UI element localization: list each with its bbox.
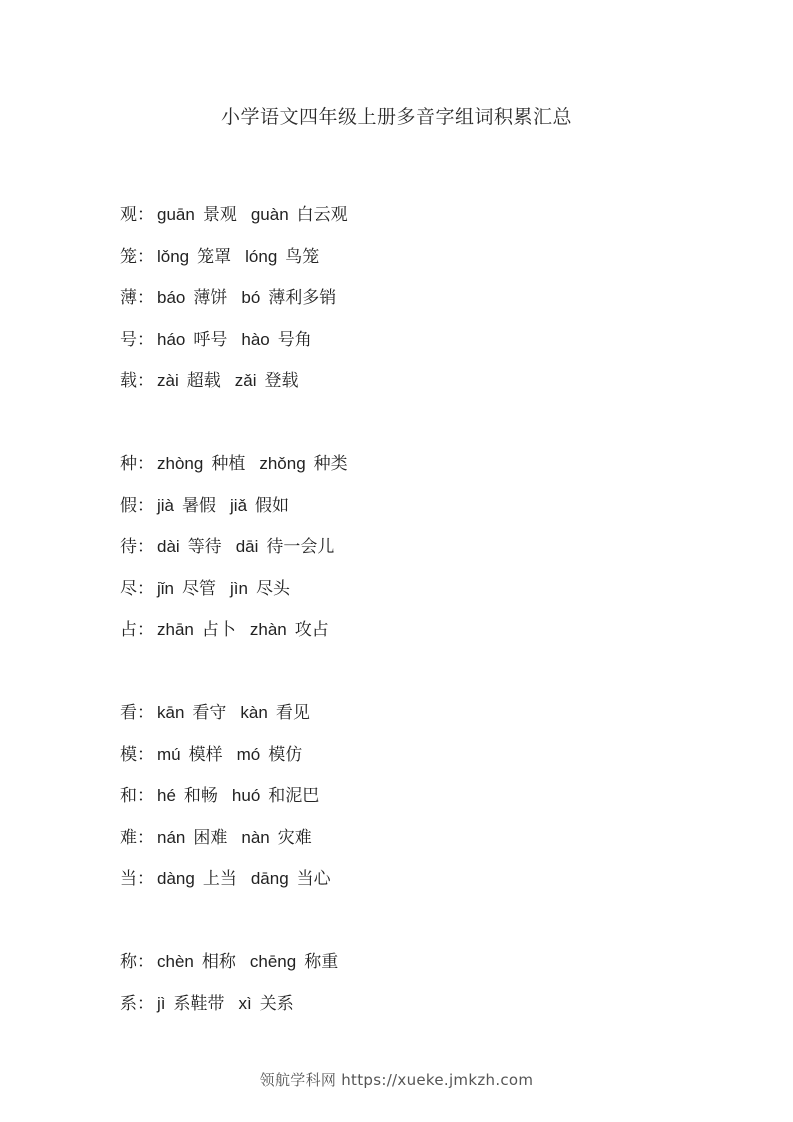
polyphone-character: 系 xyxy=(120,993,137,1014)
separator: ： xyxy=(137,246,154,267)
entry-group xyxy=(120,948,348,1031)
example-word: 待一会儿 xyxy=(266,537,335,558)
separator: ： xyxy=(137,329,154,350)
polyphone-entry xyxy=(120,782,348,824)
polyphone-character: 模 xyxy=(120,744,137,765)
pinyin-reading: dāng xyxy=(250,869,289,889)
pinyin-reading: zhān xyxy=(157,620,194,640)
example-word: 种类 xyxy=(313,453,348,474)
separator: ： xyxy=(137,453,154,474)
example-word: 攻占 xyxy=(294,620,329,641)
example-word: 系鞋带 xyxy=(173,993,225,1014)
polyphone-character: 难 xyxy=(120,827,137,848)
example-word: 白云观 xyxy=(296,205,348,225)
separator: ： xyxy=(137,951,154,972)
example-word: 薄饼 xyxy=(193,288,228,309)
example-word: 关系 xyxy=(259,993,294,1014)
separator: ： xyxy=(137,744,154,765)
pinyin-reading: dāi xyxy=(235,537,259,557)
footer-watermark: 领航学科网 https://xueke.jmkzh.com xyxy=(259,1071,534,1089)
example-word: 和畅 xyxy=(183,786,218,807)
example-word: 相称 xyxy=(201,951,236,972)
pinyin-reading: kān xyxy=(157,702,185,722)
example-word: 上当 xyxy=(202,869,237,890)
polyphone-entry xyxy=(120,284,348,326)
pinyin-reading: mó xyxy=(236,744,261,764)
pinyin-reading: dàng xyxy=(157,869,195,889)
pinyin-reading: hào xyxy=(241,329,270,349)
polyphone-entry xyxy=(120,201,348,243)
pinyin-reading: zhòng xyxy=(157,453,204,473)
pinyin-reading: mú xyxy=(157,744,181,764)
polyphone-character: 当 xyxy=(120,869,137,890)
polyphone-character: 称 xyxy=(120,951,137,972)
separator: ： xyxy=(137,578,154,599)
example-word: 称重 xyxy=(304,951,339,972)
pinyin-reading: guàn xyxy=(250,205,289,224)
pinyin-reading: zǎi xyxy=(234,371,257,391)
polyphone-entry xyxy=(120,326,348,368)
example-word: 假如 xyxy=(255,495,290,516)
separator: ： xyxy=(137,869,154,890)
pinyin-reading: chēng xyxy=(249,951,297,971)
separator: ： xyxy=(137,288,154,309)
polyphone-entry xyxy=(120,824,348,866)
example-word: 薄利多销 xyxy=(268,288,337,309)
polyphone-character: 和 xyxy=(120,786,137,807)
page-title: 小学语文四年级上册多音字组词积累汇总 xyxy=(220,106,572,128)
example-word: 尽头 xyxy=(255,578,290,599)
pinyin-reading: guān xyxy=(157,205,195,224)
example-word: 呼号 xyxy=(193,329,228,350)
example-word: 灾难 xyxy=(277,827,312,848)
pinyin-reading: zhǒng xyxy=(259,453,306,473)
pinyin-reading: chèn xyxy=(157,951,194,971)
pinyin-reading: lóng xyxy=(245,246,278,266)
polyphone-character: 号 xyxy=(120,329,137,350)
example-word: 尽管 xyxy=(182,578,217,599)
example-word: 模样 xyxy=(188,744,223,765)
polyphone-entry xyxy=(120,990,348,1032)
separator: ： xyxy=(137,371,154,392)
example-word: 登载 xyxy=(264,371,299,392)
example-word: 困难 xyxy=(193,827,228,848)
polyphone-character: 看 xyxy=(120,702,137,723)
example-word: 当心 xyxy=(296,869,331,890)
example-word: 号角 xyxy=(277,329,312,350)
example-word: 占卜 xyxy=(201,620,236,641)
pinyin-reading: nàn xyxy=(241,827,270,847)
example-word: 暑假 xyxy=(182,495,217,516)
pinyin-reading: hé xyxy=(157,786,176,806)
pinyin-reading: jià xyxy=(157,495,175,515)
pinyin-reading: jì xyxy=(157,993,166,1013)
polyphone-entry xyxy=(120,575,348,617)
separator: ： xyxy=(137,786,154,807)
pinyin-reading: jǐn xyxy=(157,578,175,598)
polyphone-entry xyxy=(120,450,348,492)
separator: ： xyxy=(137,205,154,225)
pinyin-reading: nán xyxy=(157,827,186,847)
polyphone-character: 尽 xyxy=(120,578,137,599)
example-word: 笼罩 xyxy=(197,246,232,267)
polyphone-character: 占 xyxy=(120,620,137,641)
polyphone-entry xyxy=(120,533,348,575)
entry-group xyxy=(120,699,348,907)
polyphone-entry xyxy=(120,367,348,409)
separator: ： xyxy=(137,620,154,641)
entry-groups xyxy=(120,201,348,1072)
example-word: 看见 xyxy=(275,702,310,723)
polyphone-entry xyxy=(120,741,348,783)
separator: ： xyxy=(137,993,154,1014)
polyphone-character: 载 xyxy=(120,371,137,392)
separator: ： xyxy=(137,827,154,848)
example-word: 超载 xyxy=(186,371,221,392)
polyphone-character: 观 xyxy=(120,205,137,225)
polyphone-character: 笼 xyxy=(120,246,137,267)
polyphone-character: 假 xyxy=(120,495,137,516)
example-word: 和泥巴 xyxy=(268,786,320,807)
separator: ： xyxy=(137,702,154,723)
pinyin-reading: bó xyxy=(241,288,261,308)
example-word: 种植 xyxy=(211,453,246,474)
polyphone-entry xyxy=(120,492,348,534)
polyphone-character: 待 xyxy=(120,537,137,558)
entry-group xyxy=(120,201,348,409)
polyphone-entry xyxy=(120,616,348,658)
polyphone-entry xyxy=(120,865,348,907)
polyphone-character: 薄 xyxy=(120,288,137,309)
pinyin-reading: zài xyxy=(157,371,179,391)
pinyin-reading: jiǎ xyxy=(230,495,248,515)
example-word: 景观 xyxy=(202,205,237,225)
example-word: 鸟笼 xyxy=(285,246,320,267)
example-word: 看守 xyxy=(192,702,227,723)
pinyin-reading: kàn xyxy=(240,702,268,722)
pinyin-reading: háo xyxy=(157,329,186,349)
pinyin-reading: huó xyxy=(231,786,261,806)
separator: ： xyxy=(137,537,154,558)
example-word: 模仿 xyxy=(268,744,303,765)
polyphone-character: 种 xyxy=(120,453,137,474)
entry-group xyxy=(120,450,348,658)
example-word: 等待 xyxy=(187,537,222,558)
pinyin-reading: jìn xyxy=(230,578,248,598)
separator: ： xyxy=(137,495,154,516)
polyphone-entry xyxy=(120,699,348,741)
polyphone-entry xyxy=(120,948,348,990)
polyphone-entry xyxy=(120,243,348,285)
pinyin-reading: zhàn xyxy=(249,620,287,640)
pinyin-reading: báo xyxy=(157,288,186,308)
pinyin-reading: lǒng xyxy=(157,246,190,266)
pinyin-reading: xì xyxy=(238,993,252,1013)
pinyin-reading: dài xyxy=(157,537,180,557)
